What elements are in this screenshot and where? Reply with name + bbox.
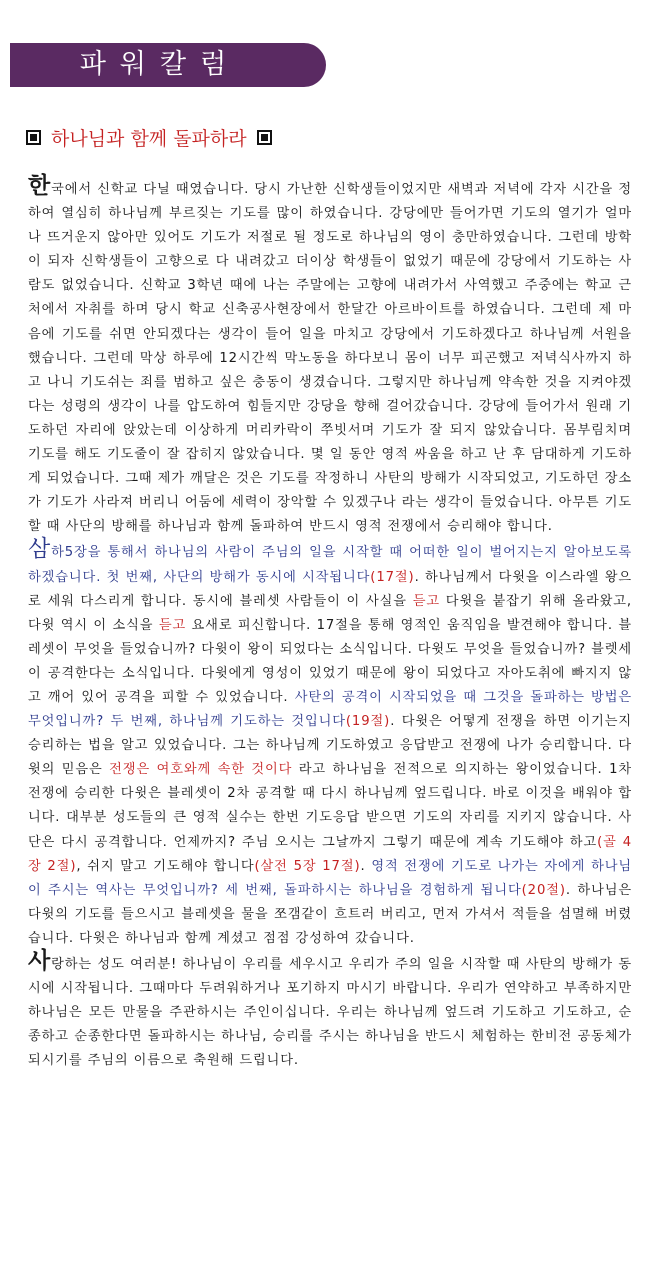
article-subtitle: 하나님과 함께 돌파하라 [51,127,247,150]
verse-reference: (19절) [345,714,391,730]
highlight-text: 하5장을 통해서 하나님의 사람이 주님의 일을 시작할 때 어떠한 일이 벌어지는지 알아보도록 하겠습니다. 첫 번째, 사단의 방해가 동시에 시작됩니다 [28,545,632,585]
verse-reference: (17절) [370,569,415,585]
highlight-text: 사탄의 공격이 시작되었을 때 그것을 돌파하는 방법은 무엇입니까? 두 번째, 하나님께 기도하는 것입니다 [28,689,632,730]
paragraph-text: 요새로 피신합니다. 17절을 통해 영적인 움직임을 발견해야 합니다. 블레셋이 무엇을 들었습니까? 다윗이 왕이 되었다는 소식입니다. 다윗도 무엇을 들었습니까? 블렛세이 공격한다는 소식입니다. 다윗에게 영성이 있었기 때문에 왕이 되었다고 자아도취에 빠지지 않고 깨어 있어 공격을 피할 수 있었습니다. [28,617,632,705]
paragraph-text: 라고 하나님을 전적으로 의지하는 왕이었습니다. 1차 전쟁에 승리한 다윗은 블레셋이 2차 공격할 때 다시 하나님께 엎드립니다. 바로 이것을 배워야 합니다. 대부분 성도들의 큰 영적 실수는 한번 기도응답 받으면 기도의 자리를 지키지 않습니다. 사단은 다시 공격합니다. 언제까지? 주님 오시는 그날까지 그렇기 때문에 계속 기도해야 하고 [28,762,632,850]
verse-reference: (20절) [521,882,566,898]
drop-cap: 한 [28,173,52,199]
subtitle-row [26,122,272,152]
paragraph-text: . 하나님은 다윗의 기도를 들으시고 블레셋을 물을 쪼갬같이 흐트러 버리고, 먼저 가셔서 적들을 섬멸해 버렸습니다. 다윗은 하나님과 함께 계셨고 점점 강성하여 갔습니다. [28,882,632,946]
emphasis-text: 듣고 [412,593,440,609]
paragraph-text: , 쉬지 말고 기도해야 합니다 [76,858,255,874]
paragraph-text: . [360,858,372,874]
article-body [28,173,633,1073]
highlight-text: 영적 전쟁에 기도로 나가는 자에게 하나님이 주시는 역사는 무엇입니까? 세 번째, 돌파하시는 하나님을 경험하게 됩니다 [28,858,632,898]
emphasis-text: 듣고 [158,617,187,633]
paragraph-2 [28,536,633,951]
emphasis-text: 전쟁은 여호와께 속한 것이다 [109,762,293,778]
paragraph-1 [28,173,632,539]
drop-cap: 사 [28,948,52,974]
paragraph-text: 국에서 신학교 다닐 때였습니다. 당시 가난한 신학생들이었지만 새벽과 저녁에 각자 시간을 정하여 열심히 하나님께 부르짖는 기도를 많이 하였습니다. 강당에만 들어가면 기도의 열기가 얼마나 뜨거운지 않아만 있어도 기도가 저절로 될 정도로 하나님의 영이 충만하였습니다. 그런데 방학이 되자 신학생들이 고향으로 다 내려갔고 더이상 학생들이 없었기 때문에 강당에서 기도하는 사람도 없었습니다. 신학교 3학년 때에 나는 주말에는 고향에 내려가서 사역했고 주중에는 학교 근처에서 자취를 하며 당시 학교 신축공사현장에서 한달간 아르바이트를 하였습니다. 그런데 제 마음에 기도를 쉬면 안되겠다는 생각이 들어 일을 마치고 강당에서 기도하겠다고 하나님께 서원을 했습니다. 그런데 막상 하루에 12시간씩 막노동을 하다보니 몸이 너무 피곤했고 저녁식사까지 하고 나니 기도쉬는 죄를 범하고 싶은 충동이 생겼습니다. 그렇지만 하나님께 약속한 것을 지켜야겠다는 성령의 생각이 나를 압도하여 힘들지만 강당을 향해 걸어갔습니다. 강당에 들어가서 원래 기도하던 자리에 앉았는데 이상하게 머리카락이 쭈빗서며 기도가 잘 되지 않았습니다. 몸부림치며 기도를 해도 기도줄이 잘 잡히지 않았습니다. 몇 일 동안 영적 싸움을 하고 난 후 담대하게 기도하게 되었습니다. 그때 제가 깨달은 것은 기도를 작정하니 사탄의 방해가 시작되었고, 기도하던 장소가 기도가 사라져 버리니 어둠에 세력이 장악할 수 있겠구나 라는 생각이 들었습니다. 아무튼 기도할 때 사단의 방해를 하나님과 함께 돌파하여 반드시 영적 전쟁에서 승리해야 합니다. [28,182,632,535]
paragraph-text: 다윗을 붙잡기 위해 올라왔고, 다윗 역시 이 소식을 [28,593,632,633]
column-banner [10,43,326,87]
verse-reference: (골 4장 2절) [28,834,632,874]
paragraph-text: . 다윗은 어떻게 전쟁을 하면 이기는지 승리하는 법을 알고 있었습니다. 그는 하나님께 기도하였고 응답받고 전쟁에 나가 승리합니다. 다윗의 믿음은 [28,714,632,778]
paragraph-text: 랑하는 성도 여러분! 하나님이 우리를 세우시고 우리가 주의 일을 시작할 때 사탄의 방해가 동시에 시작됩니다. 그때마다 두려워하거나 포기하지 마시기 바랍니다. 우리가 연약하고 부족하지만 하나님은 모든 만물을 주관하시는 주인이십니다. 우리는 하나님께 엎드려 기도하고 기도하고, 순종하고 순종한다면 돌파하시는 하나님, 승리를 주시는 하나님을 반드시 체험하는 한비전 공동체가 되시기를 주님의 이름으로 축원해 드립니다. [28,957,632,1069]
banner-title: 파워칼럼 [79,49,241,80]
square-bullet-icon [257,130,272,145]
paragraph-text: . 하나님께서 다윗을 이스라엘 왕으로 세워 다스리게 합니다. 동시에 블레셋 사람들이 이 사실을 [28,569,633,609]
drop-cap: 삼 [28,536,52,563]
square-bullet-icon [26,130,41,145]
verse-reference: (살전 5장 17절) [254,858,361,874]
paragraph-3 [28,948,632,1073]
